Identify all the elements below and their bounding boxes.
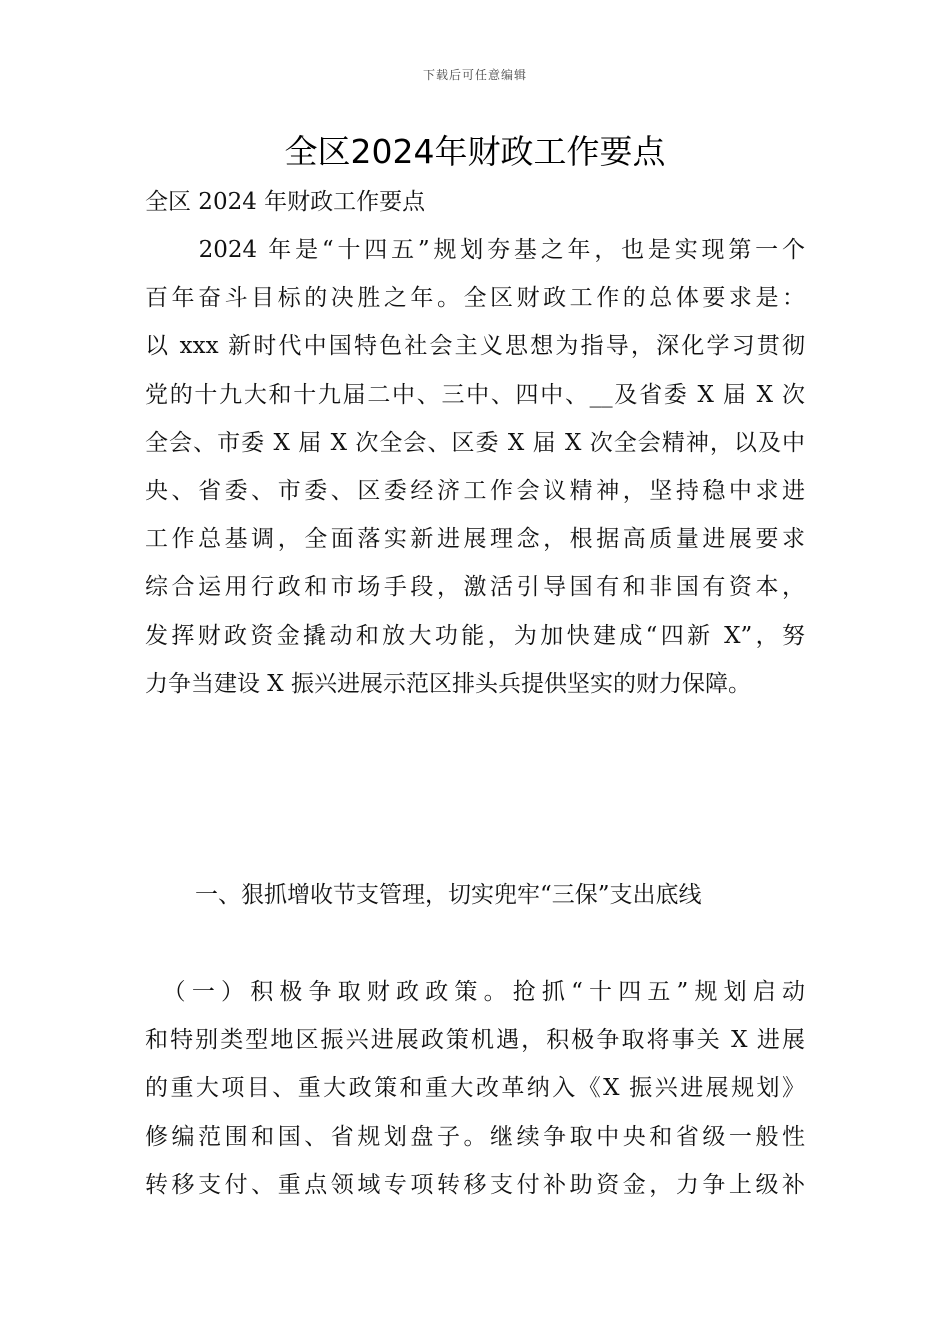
document-title: 全区2024年财政工作要点 <box>284 132 666 171</box>
paragraph-line: （一）积极争取财政政策。抢抓“十四五”规划启动 <box>145 979 805 1005</box>
section-paragraph <box>145 968 805 1209</box>
document-subtitle: 全区 2024 年财政工作要点 <box>145 189 426 215</box>
intro-paragraph <box>145 226 805 708</box>
paragraph-line: 以 xxx 新时代中国特色社会主义思想为指导，深化学习贯彻 <box>145 333 805 360</box>
paragraph-line: 综合运用行政和市场手段，激活引导国有和非国有资本， <box>145 574 805 601</box>
paragraph-line: 百年奋斗目标的决胜之年。全区财政工作的总体要求是： <box>145 285 805 312</box>
paragraph-line: 和特别类型地区振兴进展政策机遇，积极争取将事关 X 进展 <box>145 1027 805 1054</box>
paragraph-line: 发挥财政资金撬动和放大功能，为加快建成“四新 X”，努 <box>145 622 805 649</box>
paragraph-line: 修编范围和国、省规划盘子。继续争取中央和省级一般性 <box>145 1123 805 1150</box>
section-heading: 一、狠抓增收节支管理，切实兜牢“三保”支出底线 <box>195 882 702 908</box>
paragraph-line: 全会、市委 X 届 X 次全会、区委 X 届 X 次全会精神，以及中 <box>145 429 806 456</box>
paragraph-line: 央、省委、市委、区委经济工作会议精神，坚持稳中求进 <box>145 477 805 504</box>
paragraph-line: 党的十九大和十九届二中、三中、四中、__及省委 X 届 X 次 <box>145 381 805 408</box>
paragraph-line: 工作总基调，全面落实新进展理念，根据高质量进展要求 <box>145 526 805 553</box>
paragraph-line: 的重大项目、重大政策和重大改革纳入《X 振兴进展规划》 <box>145 1075 805 1102</box>
paragraph-line: 2024 年是“十四五”规划夯基之年，也是实现第一个 <box>145 237 805 263</box>
paragraph-line: 力争当建设 X 振兴进展示范区排头兵提供坚实的财力保障。 <box>145 670 751 697</box>
paragraph-line: 转移支付、重点领域专项转移支付补助资金，力争上级补 <box>145 1171 805 1198</box>
header-watermark: 下载后可任意编辑 <box>422 68 527 82</box>
